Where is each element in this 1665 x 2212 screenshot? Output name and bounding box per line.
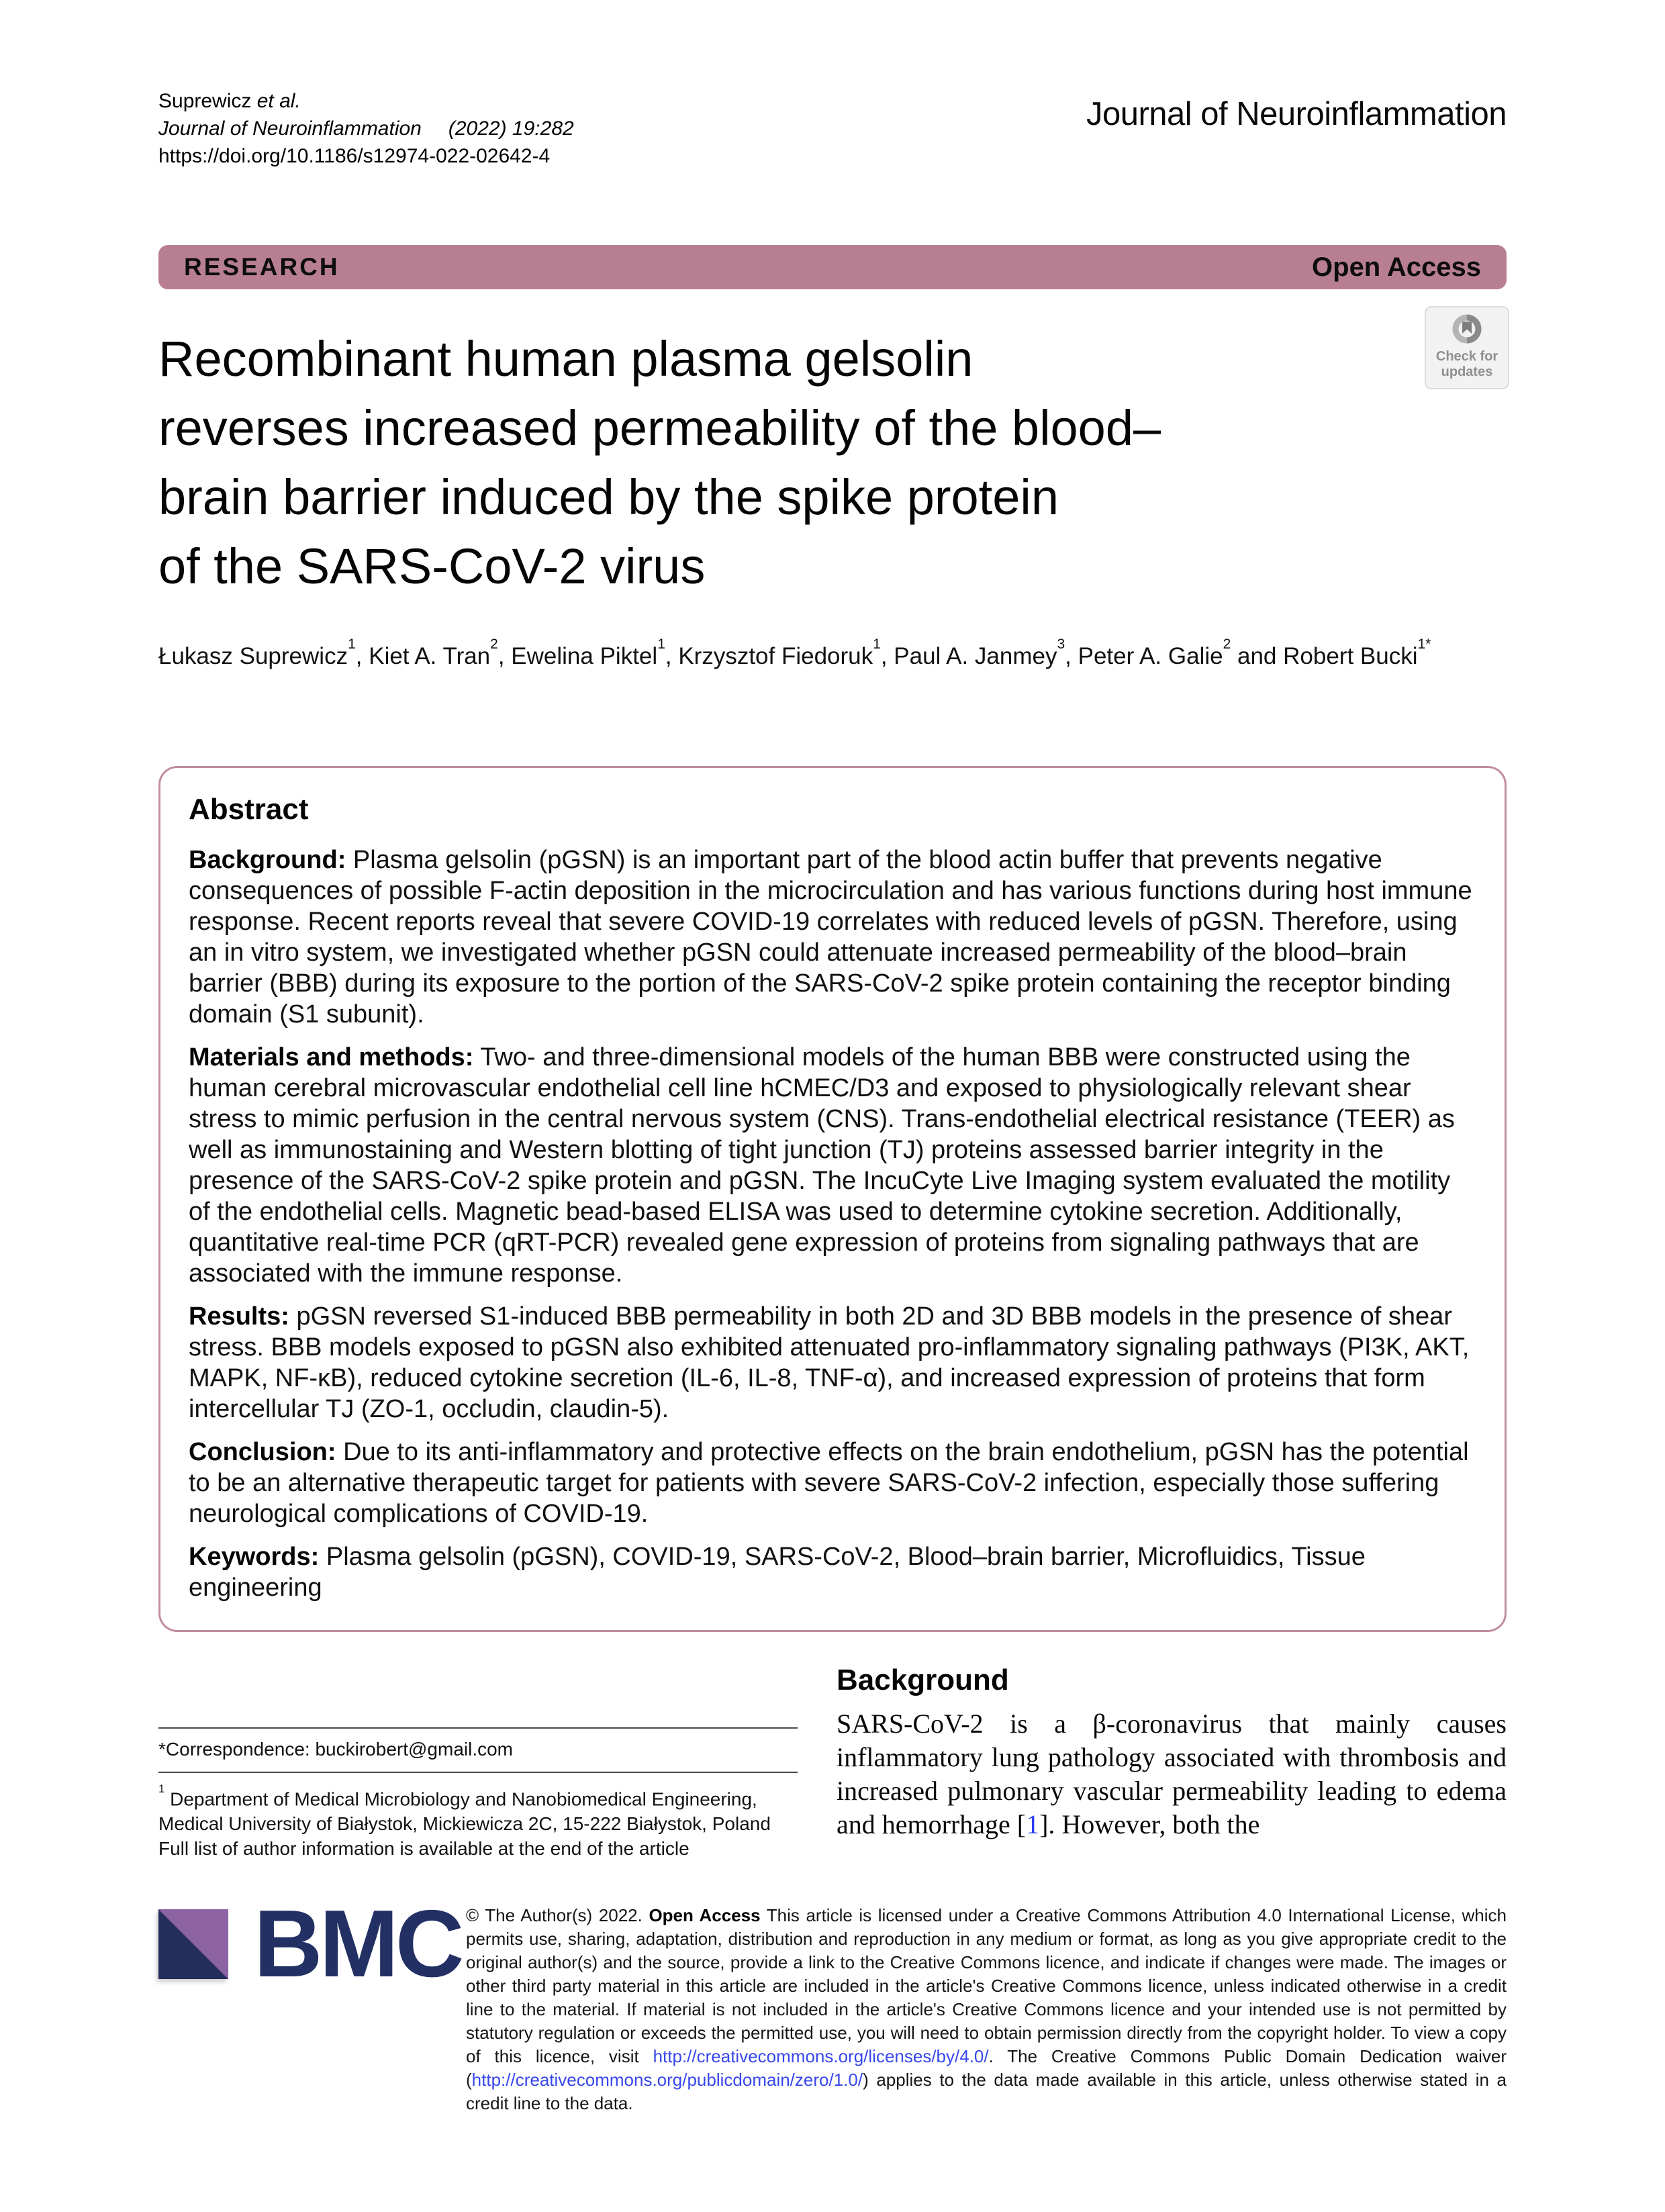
bmc-logo-icon — [158, 1909, 228, 1979]
background-text: SARS-CoV-2 is a β-coronavirus that mainly causes inflammatory lung pathology associated with thrombosis and increased pulmonary vascular permeability leading to edema and hemorrhage [ — [837, 1708, 1507, 1839]
citation-author-name: Suprewicz — [158, 90, 257, 112]
article-type-banner — [158, 245, 1507, 289]
abstract-conclusion-text: Due to its anti-inflammatory and protective effects on the brain endothelium, pGSN has the potential to be an alternative therapeutic target for patients with severe SARS-CoV-2 infection, especially those suffering neurological complications of COVID-19. — [189, 1437, 1469, 1528]
crossmark-icon — [1430, 313, 1504, 349]
license-statement — [466, 1904, 1507, 2115]
background-section — [837, 1663, 1507, 1861]
journal-masthead: Journal of Neuroinflammation — [1086, 96, 1507, 132]
correspondence-email[interactable]: buckirobert@gmail.com — [315, 1738, 514, 1760]
check-for-updates-badge[interactable] — [1425, 306, 1509, 389]
citation-block — [158, 87, 574, 170]
author: Kiet A. Tran$^2$, — [369, 636, 512, 669]
page-footer — [158, 1890, 1507, 2115]
abstract-background-text: Plasma gelsolin (pGSN) is an important part of the blood actin buffer that prevents negative consequences of possible F-actin deposition in the microcirculation and has various functions during host immune response. Recent reports reveal that severe COVID-19 correlates with reduced levels of pGSN. Therefore, using an in vitro system, we investigated whether pGSN could attenuate increased permeability of the blood–brain barrier (BBB) during its exposure to the portion of the SARS-CoV-2 spike protein containing the receptor binding domain (S1 subunit). — [189, 845, 1472, 1028]
cc-by-license-link[interactable]: http://creativecommons.org/licenses/by/4.0/ — [653, 2046, 989, 2066]
article-title-line: brain barrier induced by the spike protein — [158, 469, 1059, 525]
license-text: . The Creative Commons Public Domain Dedication waiver ( — [466, 2046, 1507, 2090]
abstract-methods-text: Two- and three-dimensional models of the human BBB were constructed using the human cerebral microvascular endothelial cell line hCMEC/D3 and exposed to physiologically relevant shear stress to mimic perfusion in the central nervous system (CNS). Trans-endothelial electrical resistance (TEER) as well as immunostaining and Western blotting of tight junction (TJ) proteins assessed barrier integrity in the presence of the SARS-CoV-2 spike protein and pGSN. The IncuCyte Live Imaging system evaluated the motility of the endothelial cells. Magnetic bead-based ELISA was used to determine cytokine secretion. Additionally, quantitative real-time PCR (qRT-PCR) revealed gene expression of proteins from signaling pathways that are associated with the immune response. — [189, 1043, 1455, 1288]
affiliation — [158, 1782, 798, 1836]
check-for-updates-line2: updates — [1441, 365, 1493, 379]
abstract-results — [189, 1301, 1476, 1425]
citation-journal-name: Journal of Neuroinflammation — [158, 117, 422, 140]
check-for-updates-line1: Check for — [1435, 349, 1498, 364]
author: Łukasz Suprewicz$^1$, — [158, 636, 369, 669]
author: Ewelina Piktel$^1$, — [511, 636, 679, 669]
citation-doi[interactable]: https://doi.org/10.1186/s12974-022-02642-4 — [158, 145, 551, 167]
abstract-background-label: Background: — [189, 845, 346, 874]
background-paragraph — [837, 1707, 1507, 1841]
open-access-label: Open Access — [1312, 252, 1481, 282]
correspondence-label: *Correspondence: — [158, 1738, 310, 1760]
abstract-heading: Abstract — [189, 792, 309, 826]
author-info-note: Full list of author information is available at the end of the article — [158, 1837, 689, 1859]
abstract-keywords-label: Keywords: — [189, 1542, 320, 1571]
affiliation-text: Department of Medical Microbiology and Nanobiomedical Engineering, Medical University of Białystok, Mickiewicza 2C, 15-222 Białystok, Poland — [158, 1788, 771, 1834]
correspondence-line — [158, 1729, 798, 1772]
bmc-logo — [158, 1890, 466, 1997]
reference-1-link[interactable]: 1 — [1026, 1809, 1040, 1839]
affiliation-superscript: 1 — [158, 1782, 165, 1796]
article-type-label: RESEARCH — [184, 253, 340, 281]
bmc-logo-text: BMC — [254, 1890, 461, 1997]
background-heading: Background — [837, 1663, 1009, 1696]
footnote-divider-bottom — [158, 1772, 798, 1773]
license-text: ) applies to the data made available in this article, unless otherwise stated in a credit line to the data. — [466, 2069, 1507, 2113]
article-title-line: reverses increased permeability of the blood– — [158, 400, 1161, 456]
article-title-line: Recombinant human plasma gelsolin — [158, 331, 973, 387]
citation-etal: et al. — [256, 90, 301, 112]
citation-issue: (2022) 19:282 — [448, 117, 574, 140]
author: Robert Bucki$^{1*}$ — [1283, 636, 1431, 669]
author: Peter A. Galie$^2$ and — [1078, 636, 1284, 669]
abstract-methods-label: Materials and methods: — [189, 1043, 474, 1071]
author-list — [158, 632, 1447, 676]
abstract-methods — [189, 1042, 1476, 1289]
abstract-results-text: pGSN reversed S1-induced BBB permeability in both 2D and 3D BBB models in the presence of shear stress. BBB models exposed to pGSN also exhibited attenuated pro-inflammatory signaling pathways (PI3K, AKT, MAPK, NF-κB), reduced cytokine secretion (IL-6, IL-8, TNF-α), and increased expression of proteins that form intercellular TJ (ZO-1, occludin, claudin-5). — [189, 1302, 1470, 1423]
abstract-conclusion — [189, 1437, 1476, 1529]
article-title-line: of the SARS-CoV-2 virus — [158, 538, 706, 594]
body-columns — [158, 1663, 1507, 1861]
abstract-keywords — [189, 1541, 1476, 1603]
cc-zero-license-link[interactable]: http://creativecommons.org/publicdomain/zero/1.0/ — [471, 2069, 863, 2090]
open-access-bold: Open Access — [649, 1905, 761, 1925]
page-header — [0, 0, 1665, 170]
copyright-text: © The Author(s) 2022. — [466, 1905, 649, 1925]
abstract-results-label: Results: — [189, 1302, 289, 1331]
abstract-background — [189, 845, 1476, 1030]
citation-authors — [158, 87, 574, 115]
abstract-box — [158, 766, 1507, 1632]
article-title — [158, 324, 1394, 601]
license-text: This article is licensed under a Creative Commons Attribution 4.0 International License, which permits use, sharing, adaptation, distribution and reproduction in any medium or format, as long as you give appropriate credit to the original author(s) and the source, provide a link to the Creative Commons licence, and indicate if changes were made. The images or other third party material in this article are included in the article's Creative Commons licence, unless indicated otherwise in a credit line to the material. If material is not included in the article's Creative Commons licence and your intended use is not permitted by statutory regulation or exceeds the permitted use, you will need to obtain permission directly from the copyright holder. To view a copy of this licence, visit — [466, 1905, 1507, 2066]
abstract-keywords-text: Plasma gelsolin (pGSN), COVID-19, SARS-CoV-2, Blood–brain barrier, Microfluidics, Tissue engineering — [189, 1542, 1366, 1602]
author: Paul A. Janmey$^3$, — [894, 636, 1078, 669]
author: Krzysztof Fiedoruk$^1$, — [678, 636, 894, 669]
background-text: ]. However, both the — [1039, 1809, 1260, 1839]
abstract-conclusion-label: Conclusion: — [189, 1437, 336, 1466]
footnote-column — [158, 1663, 798, 1861]
citation-journal-line — [158, 115, 574, 142]
